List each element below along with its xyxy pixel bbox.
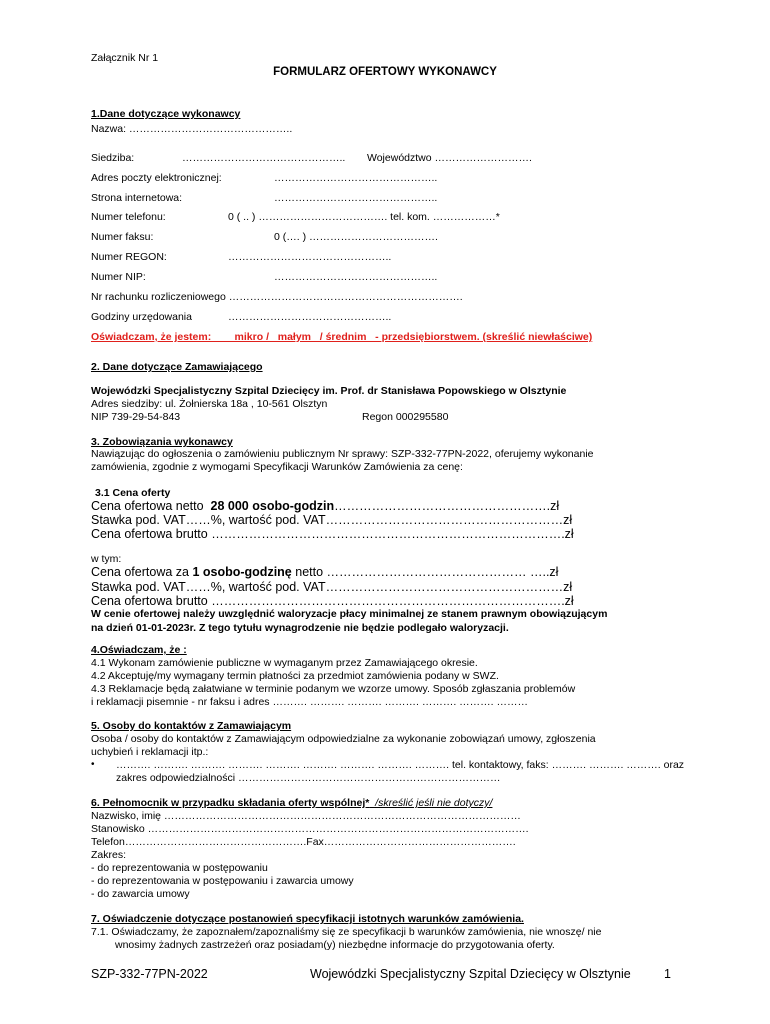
gross-price-line-1: Cena ofertowa brutto ………………………………………………………………………….zł [91,527,574,541]
responsibility-scope-line: zakres odpowiedzialności ………………………………………………………………… [116,772,501,784]
statement-4-3: 4.3 Reklamacje będą załatwiane w terminie podanym we wzorze umowy. Sposób zgłaszania problemów [91,683,576,695]
regon-dots: ……………………………………….. [228,251,392,263]
statement-4-3-continued: i reklamacji pisemnie - nr faksu i adres ………. ………. ………. ………. ………. ………. ……… [91,696,528,708]
phone-value: 0 ( .. ) ………………………………. tel. kom. ………………* [228,211,500,223]
ordering-party-name: Wojewódzki Specjalistyczny Szpital Dziecięcy im. Prof. dr Stanisława Popowskiego w Olsztynie [91,385,567,397]
net-price-dots: …………………………………………….zł [334,499,560,513]
proxy-scope-option-3: - do zawarcia umowy [91,888,190,900]
net-price-label: Cena ofertowa netto [91,499,211,513]
nip-dots: ……………………………………….. [274,271,438,283]
proxy-scope-label: Zakres: [91,849,127,861]
section-4-heading: 4.Oświadczam, że : [91,644,187,656]
statement-7-1-line-1: 7.1. Oświadczamy, że zapoznałem/zapoznaliśmy się ze specyfikacji b warunków zamówienia, nie wnoszę/ nie [91,926,602,938]
proxy-scope-option-2: - do reprezentowania w postępowaniu i zawarcia umowy [91,875,354,887]
fax-value: 0 (…. ) ………………………………. [274,231,438,243]
hours-dots: ……………………………………….. [228,311,392,323]
indexation-note-line-2: na dzień 01-01-2023r. Z tego tytułu wynagrodzenie nie będzie podlegało waloryzacji. [91,622,509,634]
fax-label: Numer faksu: [91,231,154,243]
statement-7-1-line-2: wnosimy żadnych zastrzeżeń oraz posiadam(y) niezbędne informacje do przygotowania oferty. [115,939,555,951]
section-6-heading-main: 6. Pełnomocnik w przypadku składania oferty wspólnej* [91,797,370,809]
proxy-position-field: Stanowisko ………………………………………………………………………………………………. [91,823,529,835]
footer-reference: SZP-332-77PN-2022 [91,967,208,981]
gross-price-line-2: Cena ofertowa brutto ………………………………………………………………………….zł [91,594,574,608]
section-3-text-line-2: zamówienia, zgodnie z wymogami Specyfikacji Warunków Zamówienia za cenę: [91,461,463,473]
proxy-name-field: Nazwisko, imię ………………………………………………………………………………………… [91,810,521,822]
seat-dots: ……………………………………….. [182,152,346,164]
proxy-scope-option-1: - do reprezentowania w postępowaniu [91,862,268,874]
section-1-heading: 1.Dane dotyczące wykonawcy [91,108,241,120]
bullet-icon: • [91,759,95,770]
unit-price-line [91,565,558,580]
company-size-declaration: Oświadczam, że jestem: mikro / małym / średnim - przedsiębiorstwem. (skreślić niewłaściwe) [91,331,593,343]
breakdown-intro: w tym: [91,553,122,565]
unit-price-hour: 1 osobo-godzinę [192,565,292,579]
voivodeship-field: Województwo ………………………. [367,152,532,164]
net-price-hours: 28 000 osobo-godzin [210,499,335,513]
ordering-party-nip: NIP 739-29-54-843 [91,411,181,423]
email-label: Adres poczty elektronicznej: [91,172,222,184]
section-3-heading: 3. Zobowiązania wykonawcy [91,436,233,448]
contacts-text-line-1: Osoba / osoby do kontaktów z Zamawiającym odpowiedzialne za wykonanie zobowiązań umowy, zgłoszenia [91,733,596,745]
phone-label: Numer telefonu: [91,211,166,223]
section-5-heading: 5. Osoby do kontaktów z Zamawiającym [91,720,292,732]
section-2-heading: 2. Dane dotyczące Zamawiającego [91,361,263,373]
website-label: Strona internetowa: [91,192,183,204]
hours-label: Godziny urzędowania [91,311,192,323]
contractor-name-field: Nazwa: ……………………………………….. [91,123,293,135]
account-field: Nr rachunku rozliczeniowego …………………………………………………………. [91,291,463,303]
contact-person-line: ………. ………. ………. ………. ………. ………. ………. ………. ………. tel. kontaktowy, faks: ………. ………. ………. oraz [116,759,685,771]
section-7-heading: 7. Oświadczenie dotyczące postanowień specyfikacji istotnych warunków zamówienia. [91,913,524,925]
proxy-phone-fax-field: Telefon…………………………………………….Fax………………………………………………. [91,836,516,848]
unit-price-label: Cena ofertowa za [91,565,193,579]
nip-label: Numer NIP: [91,271,146,283]
email-dots: ……………………………………….. [274,172,438,184]
section-3-text-line-1: Nawiązując do ogłoszenia o zamówieniu publicznym Nr sprawy: SZP-332-77PN-2022, oferujemy wykonanie [91,448,594,460]
unit-price-dots: netto ………………………………………… …..zł [291,565,559,579]
attachment-label: Załącznik Nr 1 [91,52,159,64]
page-number: 1 [664,967,671,981]
page-title: FORMULARZ OFERTOWY WYKONAWCY [273,66,497,78]
price-subheading: 3.1 Cena oferty [95,487,171,499]
statement-4-1: 4.1 Wykonam zamówienie publiczne w wymaganym przez Zamawiającego okresie. [91,657,478,669]
website-dots: ……………………………………….. [274,192,438,204]
ordering-party-regon: Regon 000295580 [362,411,449,423]
indexation-note-line-1: W cenie ofertowej należy uwzględnić waloryzacje płacy minimalnej ze stanem prawnym obowiązującym [91,608,608,620]
vat-line-1: Stawka pod. VAT……%, wartość pod. VAT…………………………………………………zł [91,513,573,527]
net-price-line [91,499,559,514]
ordering-party-address: Adres siedziby: ul. Żołnierska 18a , 10-561 Olsztyn [91,398,328,410]
contacts-text-line-2: uchybień i reklamacji itp.: [91,746,209,758]
regon-label: Numer REGON: [91,251,167,263]
statement-4-2: 4.2 Akceptuję/my wymagany termin płatności za przedmiot zamówienia podany w SWZ. [91,670,499,682]
seat-label: Siedziba: [91,152,135,164]
footer-organization: Wojewódzki Specjalistyczny Szpital Dziecięcy w Olsztynie [310,967,631,981]
section-6-heading-note: /skreślić jeśli nie dotyczy/ [369,797,493,809]
section-6-heading [91,797,492,810]
vat-line-2: Stawka pod. VAT……%, wartość pod. VAT…………………………………………………zł [91,580,573,594]
